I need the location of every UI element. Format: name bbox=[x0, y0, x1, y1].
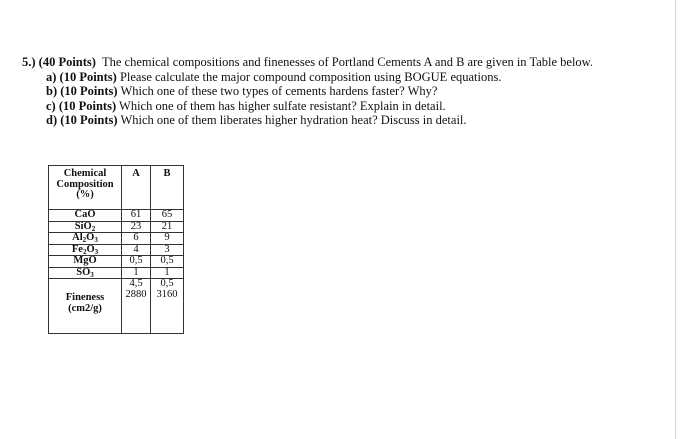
part-b-text: Which one of these two types of cements hardens faster? Why? bbox=[120, 84, 438, 99]
row-label-cao: CaO bbox=[49, 210, 122, 222]
table-header-row bbox=[49, 166, 184, 210]
part-a-text: Please calculate the major compound composition using BOGUE equations. bbox=[119, 69, 502, 84]
part-c bbox=[46, 99, 652, 114]
cell-b-fineness bbox=[151, 279, 184, 334]
cell-b: 1 bbox=[151, 267, 184, 279]
question-intro bbox=[22, 55, 652, 70]
cell-a-extra: 4,5 bbox=[129, 278, 143, 289]
header-b: B bbox=[151, 166, 184, 210]
cell-a: 61 bbox=[122, 210, 151, 222]
table-row bbox=[49, 267, 184, 279]
cell-a: 23 bbox=[122, 221, 151, 233]
table-row bbox=[49, 233, 184, 245]
table-row bbox=[49, 256, 184, 268]
part-a-tag: a) (10 Points) bbox=[46, 69, 117, 84]
cell-b: 65 bbox=[151, 210, 184, 222]
header-a: A bbox=[122, 166, 151, 210]
question-5 bbox=[22, 55, 652, 128]
cell-b-extra: 0,5 bbox=[160, 278, 174, 289]
table-row-fineness bbox=[49, 279, 184, 334]
table-row bbox=[49, 221, 184, 233]
cell-b-value: 3160 bbox=[156, 288, 178, 300]
row-label-mgo: MgO bbox=[49, 256, 122, 268]
page-edge-divider bbox=[675, 0, 676, 439]
part-c-text: Which one of them has higher sulfate resistant? Explain in detail. bbox=[119, 98, 446, 113]
cell-b: 9 bbox=[151, 233, 184, 245]
part-b-tag: b) (10 Points) bbox=[46, 84, 118, 99]
row-label-so3: $SO_3$ bbox=[49, 267, 122, 279]
row-label-fe2o3: $Fe_2O_3$ bbox=[49, 244, 122, 256]
cell-a: 6 bbox=[122, 233, 151, 245]
cell-a: 0,5 bbox=[122, 256, 151, 268]
row-label-fineness: Fineness (cm2/g) bbox=[49, 279, 122, 334]
part-a bbox=[46, 70, 652, 85]
part-d-text: Which one of them liberates higher hydration heat? Discuss in detail. bbox=[120, 113, 467, 128]
table-row bbox=[49, 244, 184, 256]
row-label-sio2: SiO$_2$ bbox=[49, 221, 122, 233]
part-b bbox=[46, 84, 652, 99]
cell-b: 0,5 bbox=[151, 256, 184, 268]
cell-a: 1 bbox=[122, 267, 151, 279]
cell-a-fineness bbox=[122, 279, 151, 334]
table-row bbox=[49, 210, 184, 222]
cell-b: 3 bbox=[151, 244, 184, 256]
header-composition: Chemical Composition (%) bbox=[49, 166, 122, 210]
row-label-al2o3: $Al_2O_3$ bbox=[49, 233, 122, 245]
question-intro-text: The chemical compositions and finenesses of Portland Cements A and B are given in Table below. bbox=[101, 55, 594, 69]
part-d bbox=[46, 113, 652, 128]
part-d-tag: d) (10 Points) bbox=[46, 113, 118, 128]
question-number: 5.) (40 Points) bbox=[22, 55, 96, 69]
cell-a: 4 bbox=[122, 244, 151, 256]
part-c-tag: c) (10 Points) bbox=[46, 98, 117, 113]
composition-table bbox=[48, 165, 184, 334]
cell-b: 21 bbox=[151, 221, 184, 233]
cell-a-value: 2880 bbox=[125, 288, 147, 300]
